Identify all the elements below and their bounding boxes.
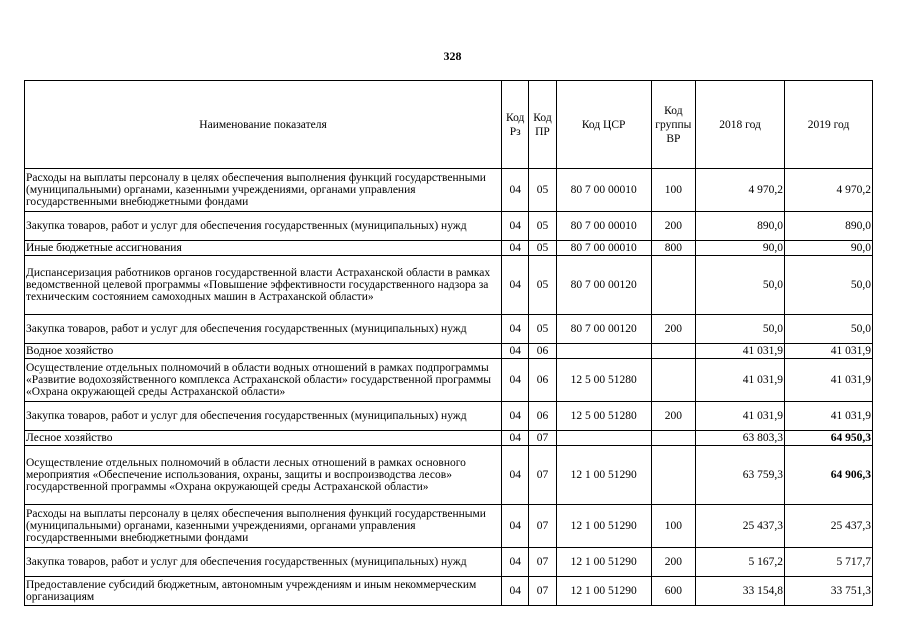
row-rz: 04 <box>502 505 529 548</box>
row-rz: 04 <box>502 446 529 505</box>
header-rz: Код Рз <box>502 81 529 169</box>
table-row <box>25 241 873 256</box>
row-2018: 25 437,3 <box>696 505 785 548</box>
row-csr: 80 7 00 00120 <box>556 256 651 315</box>
row-csr: 80 7 00 00010 <box>556 212 651 241</box>
header-vr: Код группы ВР <box>651 81 695 169</box>
row-name: Лесное хозяйство <box>25 431 502 446</box>
row-rz: 04 <box>502 212 529 241</box>
row-rz: 04 <box>502 402 529 431</box>
row-rz: 04 <box>502 256 529 315</box>
row-pr: 06 <box>529 402 556 431</box>
row-name: Диспансеризация работников органов государственной власти Астраханской области в рамках ведомственной целевой программы «Повышение эффективности государственного надзора за техническим состоянием самоходных машин в Астраханской области» <box>25 256 502 315</box>
row-csr: 12 1 00 51290 <box>556 505 651 548</box>
row-vr: 100 <box>651 505 695 548</box>
row-name: Расходы на выплаты персоналу в целях обеспечения выполнения функций государственными (муниципальными) органами, казенными учреждениями, органами управления государственными внебюджетными фондами <box>25 505 502 548</box>
row-csr: 80 7 00 00010 <box>556 241 651 256</box>
row-name: Закупка товаров, работ и услуг для обеспечения государственных (муниципальных) нужд <box>25 315 502 344</box>
row-2018: 890,0 <box>696 212 785 241</box>
table-row <box>25 315 873 344</box>
row-pr: 05 <box>529 315 556 344</box>
table-row <box>25 446 873 505</box>
row-2018: 63 803,3 <box>696 431 785 446</box>
row-pr: 07 <box>529 431 556 446</box>
row-2019: 41 031,9 <box>785 344 873 359</box>
row-pr: 07 <box>529 446 556 505</box>
row-name: Иные бюджетные ассигнования <box>25 241 502 256</box>
table-row <box>25 169 873 212</box>
row-csr: 12 5 00 51280 <box>556 359 651 402</box>
row-rz: 04 <box>502 431 529 446</box>
row-2018: 41 031,9 <box>696 402 785 431</box>
row-pr: 07 <box>529 577 556 606</box>
row-2019: 64 906,3 <box>785 446 873 505</box>
row-csr: 12 5 00 51280 <box>556 402 651 431</box>
row-vr <box>651 344 695 359</box>
row-name: Расходы на выплаты персоналу в целях обеспечения выполнения функций государственными (муниципальными) органами, казенными учреждениями, органами управления государственными внебюджетными фондами <box>25 169 502 212</box>
table-header-row <box>25 81 873 169</box>
row-rz: 04 <box>502 359 529 402</box>
row-csr: 12 1 00 51290 <box>556 446 651 505</box>
header-2018: 2018 год <box>696 81 785 169</box>
table-row <box>25 431 873 446</box>
row-name: Осуществление отдельных полномочий в области водных отношений в рамках подпрограммы «Развитие водохозяйственного комплекса Астраханской области» государственной программы «Охрана окружающей среды Астраханской области» <box>25 359 502 402</box>
row-rz: 04 <box>502 315 529 344</box>
row-2019: 4 970,2 <box>785 169 873 212</box>
row-2019: 50,0 <box>785 315 873 344</box>
row-name: Закупка товаров, работ и услуг для обеспечения государственных (муниципальных) нужд <box>25 402 502 431</box>
row-vr: 100 <box>651 169 695 212</box>
row-name: Закупка товаров, работ и услуг для обеспечения государственных (муниципальных) нужд <box>25 212 502 241</box>
row-pr: 06 <box>529 359 556 402</box>
row-vr: 600 <box>651 577 695 606</box>
table-row <box>25 577 873 606</box>
table-row <box>25 402 873 431</box>
row-rz: 04 <box>502 577 529 606</box>
row-csr <box>556 344 651 359</box>
row-name: Предоставление субсидий бюджетным, автономным учреждениям и иным некоммерческим организациям <box>25 577 502 606</box>
row-vr: 200 <box>651 402 695 431</box>
table-row <box>25 548 873 577</box>
row-rz: 04 <box>502 344 529 359</box>
row-csr: 12 1 00 51290 <box>556 577 651 606</box>
table-row <box>25 212 873 241</box>
row-2019: 64 950,3 <box>785 431 873 446</box>
row-2018: 63 759,3 <box>696 446 785 505</box>
row-name: Водное хозяйство <box>25 344 502 359</box>
row-vr: 200 <box>651 548 695 577</box>
row-rz: 04 <box>502 169 529 212</box>
row-vr <box>651 431 695 446</box>
header-2019: 2019 год <box>785 81 873 169</box>
row-pr: 07 <box>529 505 556 548</box>
row-pr: 07 <box>529 548 556 577</box>
row-csr: 80 7 00 00010 <box>556 169 651 212</box>
row-2019: 50,0 <box>785 256 873 315</box>
row-2019: 25 437,3 <box>785 505 873 548</box>
row-csr: 12 1 00 51290 <box>556 548 651 577</box>
header-name: Наименование показателя <box>25 81 502 169</box>
row-csr: 80 7 00 00120 <box>556 315 651 344</box>
row-2018: 33 154,8 <box>696 577 785 606</box>
row-2019: 33 751,3 <box>785 577 873 606</box>
row-name: Осуществление отдельных полномочий в области лесных отношений в рамках основного мероприятия «Обеспечение использования, охраны, защиты и воспроизводства лесов» государственной программы «Охрана окружающей среды Астраханской области» <box>25 446 502 505</box>
page-number: 328 <box>443 49 462 63</box>
row-vr <box>651 256 695 315</box>
row-csr <box>556 431 651 446</box>
row-2018: 50,0 <box>696 256 785 315</box>
table-row <box>25 359 873 402</box>
row-vr <box>651 446 695 505</box>
row-rz: 04 <box>502 548 529 577</box>
table-row <box>25 505 873 548</box>
row-vr <box>651 359 695 402</box>
row-rz: 04 <box>502 241 529 256</box>
row-pr: 06 <box>529 344 556 359</box>
row-2018: 41 031,9 <box>696 359 785 402</box>
row-2018: 50,0 <box>696 315 785 344</box>
row-pr: 05 <box>529 212 556 241</box>
header-pr: Код ПР <box>529 81 556 169</box>
table-row <box>25 344 873 359</box>
row-2018: 4 970,2 <box>696 169 785 212</box>
row-vr: 800 <box>651 241 695 256</box>
row-pr: 05 <box>529 169 556 212</box>
row-pr: 05 <box>529 256 556 315</box>
row-2019: 41 031,9 <box>785 402 873 431</box>
row-pr: 05 <box>529 241 556 256</box>
row-2018: 41 031,9 <box>696 344 785 359</box>
row-2019: 41 031,9 <box>785 359 873 402</box>
table-row <box>25 256 873 315</box>
row-2018: 5 167,2 <box>696 548 785 577</box>
budget-table <box>24 80 873 606</box>
row-vr: 200 <box>651 315 695 344</box>
row-2019: 90,0 <box>785 241 873 256</box>
row-2019: 5 717,7 <box>785 548 873 577</box>
row-2019: 890,0 <box>785 212 873 241</box>
header-csr: Код ЦСР <box>556 81 651 169</box>
row-name: Закупка товаров, работ и услуг для обеспечения государственных (муниципальных) нужд <box>25 548 502 577</box>
row-2018: 90,0 <box>696 241 785 256</box>
row-vr: 200 <box>651 212 695 241</box>
